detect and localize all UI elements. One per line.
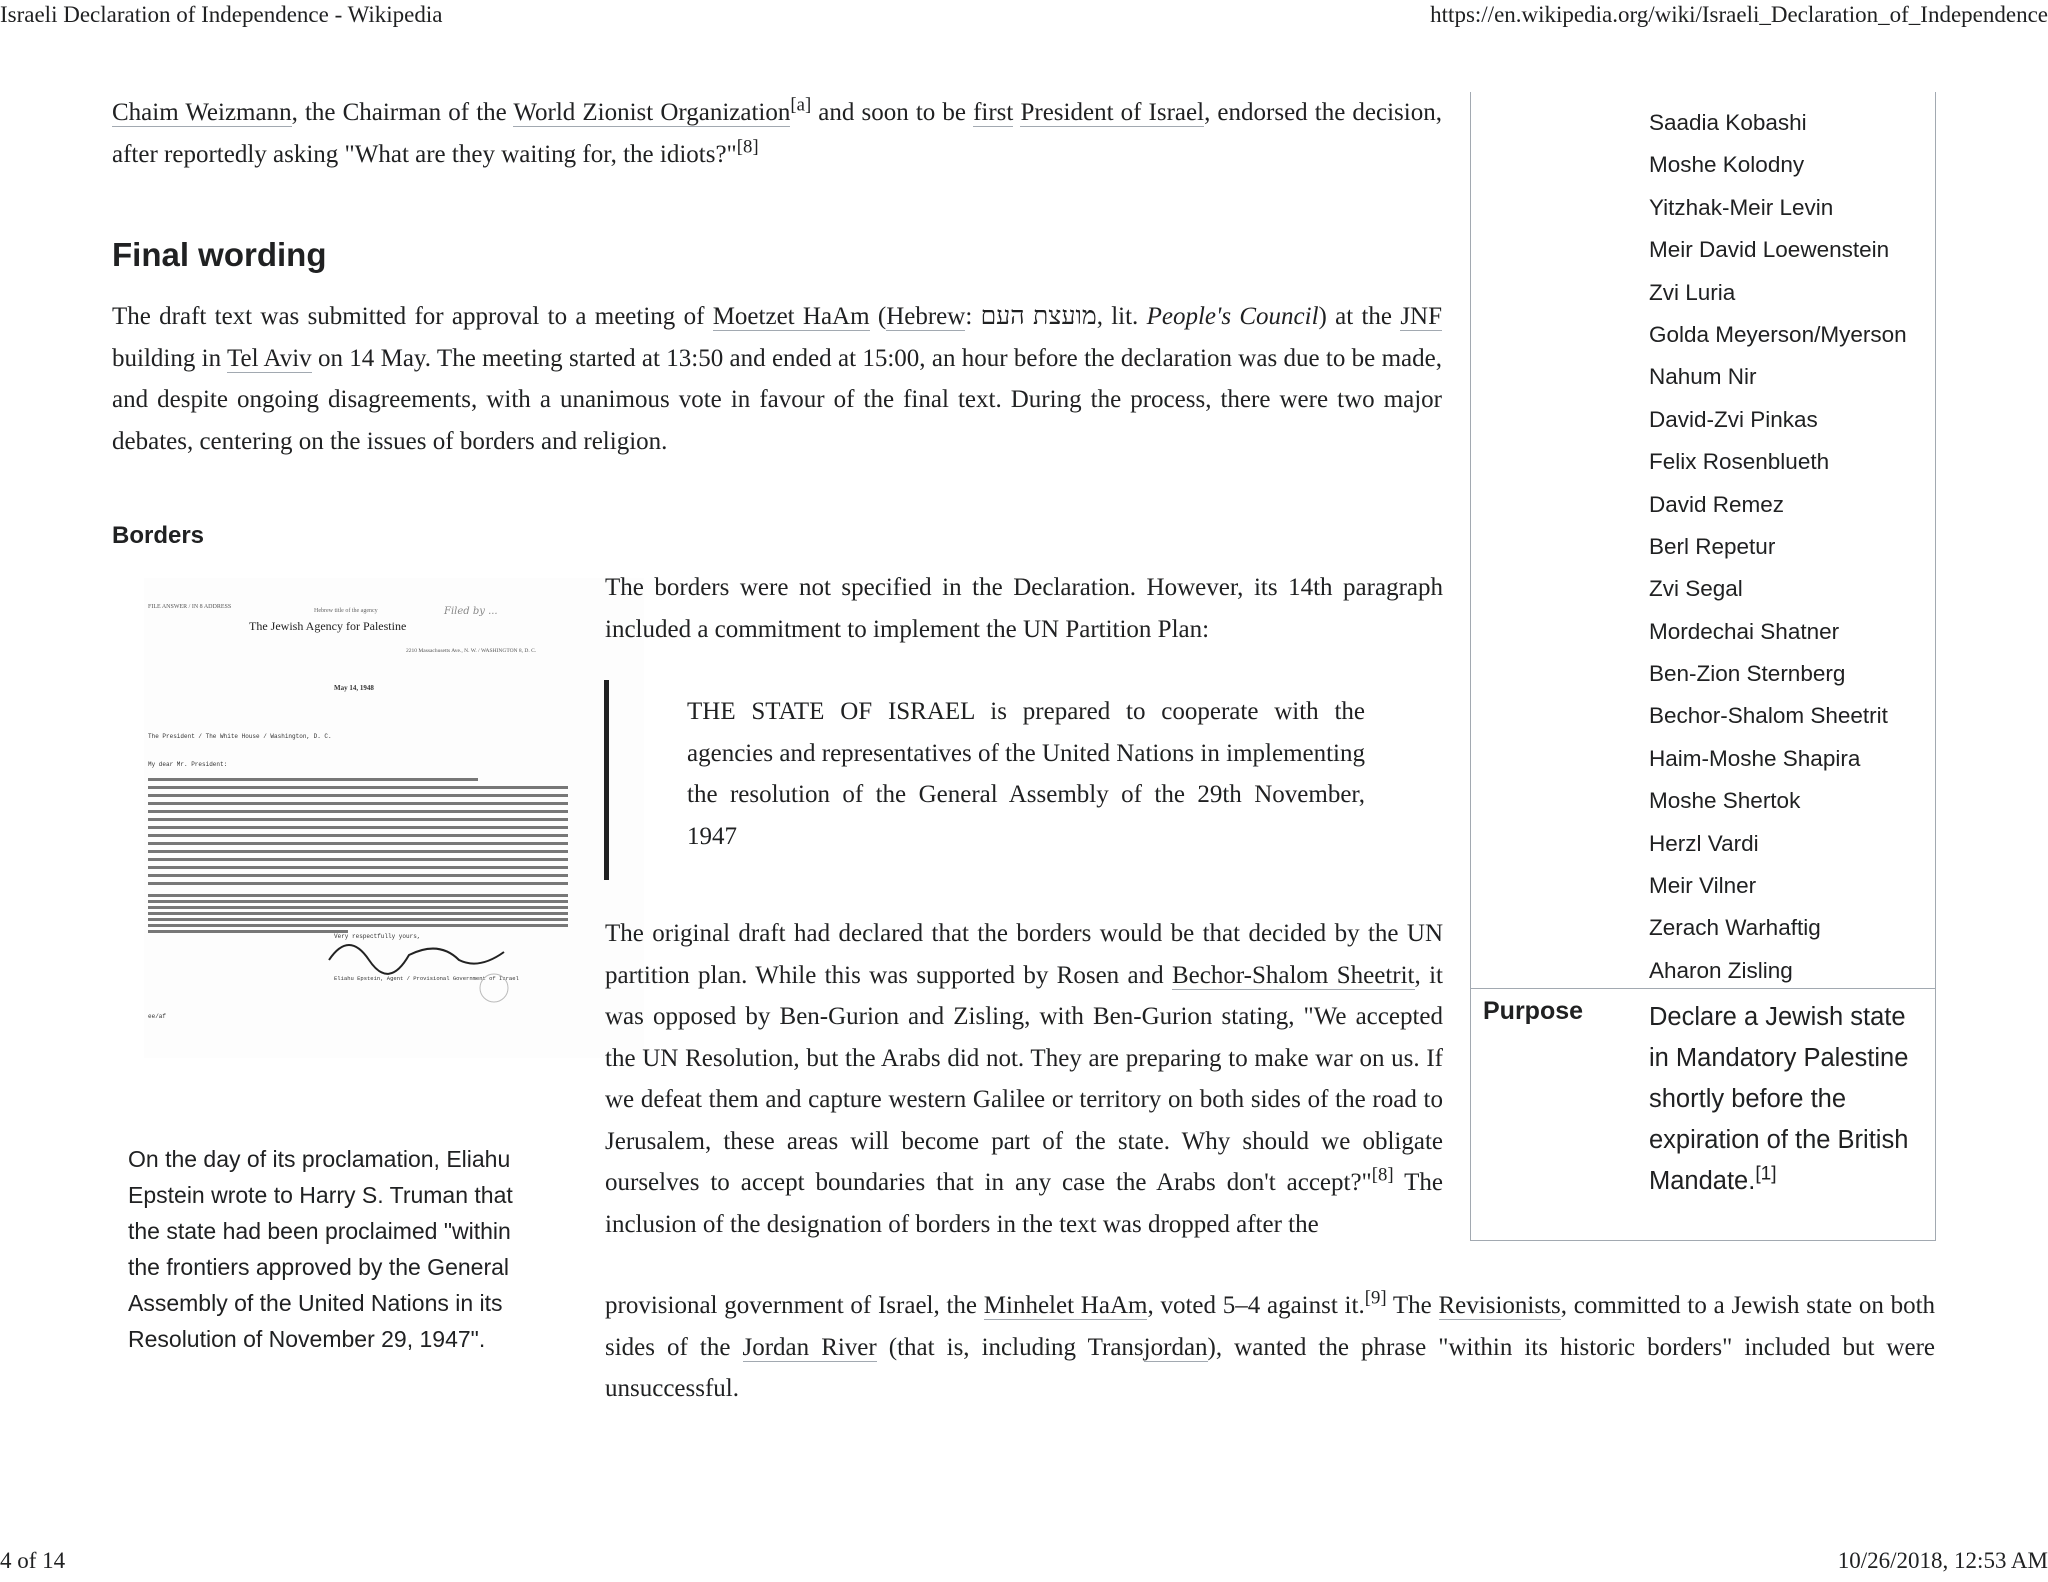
letter-signer: Eliahu Epstein, Agent / Provisional Government of Israel	[334, 975, 519, 982]
borders-paragraph-2: The original draft had declared that the borders would be that decided by the UN partition plan. While this was supported by Rosen and Bechor-Shalom Sheetrit, it was opposed by Ben-Gurion and Zisling, with Ben-Gurion stating, "We accepted the UN Resolution, but the Arabs did not. They are preparing to make war on us. If we defeat them and capture western Galilee or territory on both sides of the road to Jerusalem, these areas will become part of the state. Why should we obligate ourselves to accept boundaries that in any case the Arabs don't accept?"[8] The inclusion of the designation of borders in the text was dropped after the	[605, 920, 1443, 1238]
letter-scan	[144, 578, 644, 1058]
signatory-item: Saadia Kobashi	[1649, 110, 1807, 135]
letter-text-line	[148, 786, 568, 789]
page-title: Israeli Declaration of Independence - Wikipedia	[0, 2, 443, 27]
signatory-item: Zvi Segal	[1649, 576, 1743, 602]
link-tel-aviv[interactable]: Tel Aviv	[226, 344, 312, 372]
purpose-value: Declare a Jewish state in Mandatory Palestine shortly before the expiration of the British Mandate.[1]	[1649, 1003, 1909, 1195]
letter-file-note: FILE ANSWER / IN 8 ADDRESS	[148, 604, 232, 610]
final-wording-paragraph: The draft text was submitted for approval to a meeting of Moetzet HaAm (Hebrew: מועצת העם, lit. People's Council) at the JNF building in Tel Aviv on 14 May. The meeting started at 13:50 and ended at 15:00, an hour before the declaration was due to be made, and despite ongoing disagreements, with a unanimous vote in favour of the final text. During the process, there were two major debates, centering on the issues of borders and religion.	[112, 303, 1443, 455]
letter-text-line	[148, 858, 568, 861]
signatory-item: David-Zvi Pinkas	[1649, 406, 1818, 432]
letter-address: 2210 Massachusetts Ave., N. W. / WASHINGTON 8, D. C.	[406, 648, 537, 654]
signatory-item: Herzl Vardi	[1649, 830, 1759, 856]
footnote-ref-8b[interactable]: [8]	[1371, 1164, 1394, 1186]
blockquote: THE STATE OF ISRAEL is prepared to cooperate with the agencies and representatives of the United Nations in implementing the resolution of the General Assembly of the 29th November, 1947	[687, 698, 1365, 850]
signatory-item: Berl Repetur	[1649, 533, 1776, 559]
letter-text-line	[148, 794, 568, 797]
letter-text-line	[148, 930, 348, 933]
footnote-ref-8[interactable]: [8]	[736, 136, 759, 158]
letter-recipient: The President / The White House / Washington, D. C.	[148, 733, 332, 740]
letter-text-line	[148, 874, 568, 877]
blockquote-bar	[604, 680, 609, 880]
letter-text-line	[148, 918, 568, 921]
signatory-item: Zerach Warhaftig	[1649, 915, 1821, 941]
signatory-item: Aharon Zisling	[1649, 957, 1793, 983]
figure-caption: On the day of its proclamation, Eliahu Epstein wrote to Harry S. Truman that the state had been proclaimed "within the frontiers approved by the General Assembly of the United Nations in its Resolution of November 29, 1947".	[128, 1146, 513, 1352]
link-minhelet-haam[interactable]: Minhelet HaAm	[983, 1292, 1148, 1319]
signatory-item: Bechor-Shalom Sheetrit	[1649, 703, 1888, 729]
letter-image[interactable]	[144, 578, 644, 1058]
link-transjordan[interactable]: jordan	[1143, 1333, 1208, 1361]
link-jordan-river[interactable]: Jordan River	[742, 1333, 877, 1361]
page-url: https://en.wikipedia.org/wiki/Israeli_Declaration_of_Independence	[1430, 2, 2048, 27]
letter-text-line	[148, 912, 568, 915]
link-president-of-israel[interactable]: President of Israel	[1020, 99, 1205, 126]
signatory-item: Meir David Loewenstein	[1649, 237, 1890, 263]
letter-text-line	[148, 818, 568, 821]
letter-text-line	[148, 900, 568, 903]
signatory-item: Felix Rosenblueth	[1649, 449, 1830, 475]
footnote-ref-a[interactable]: [a]	[790, 94, 812, 116]
link-jnf[interactable]: JNF	[1400, 303, 1443, 330]
letter-text-line	[148, 894, 568, 897]
letter-initials: ee/af	[148, 1013, 167, 1020]
infobox	[1470, 92, 1936, 1241]
signatories-list	[1649, 102, 1907, 992]
signatory-item: Yitzhak-Meir Levin	[1649, 194, 1834, 220]
section-heading-borders: Borders	[112, 522, 205, 549]
print-datetime: 10/26/2018, 12:53 AM	[1837, 1548, 2048, 1573]
letter-text-line	[148, 826, 568, 829]
link-hebrew[interactable]: Hebrew	[886, 303, 966, 330]
signatory-item: Nahum Nir	[1649, 364, 1757, 390]
page-number: 4 of 14	[0, 1548, 66, 1573]
signatory-item: Moshe Kolodny	[1649, 152, 1805, 178]
purpose-label: Purpose	[1483, 997, 1584, 1025]
section-heading-final-wording: Final wording	[112, 236, 327, 273]
signatory-item: Meir Vilner	[1649, 873, 1757, 899]
letter-text-line	[148, 850, 568, 853]
letter-agency-heading: The Jewish Agency for Palestine	[249, 619, 407, 633]
link-bechor-shalom-sheetrit[interactable]: Bechor-Shalom Sheetrit	[1171, 961, 1415, 989]
footnote-ref-9[interactable]: [9]	[1364, 1287, 1387, 1309]
letter-hebrew-heading: Hebrew title of the agency	[314, 608, 378, 614]
signatory-item: David Remez	[1649, 491, 1785, 517]
signatory-item: Moshe Shertok	[1649, 788, 1801, 814]
letter-handwritten-note: Filed by ...	[444, 606, 498, 617]
letter-text-line	[148, 778, 478, 781]
link-first[interactable]: first	[973, 99, 1014, 126]
letter-salutation: My dear Mr. President:	[148, 761, 228, 768]
letter-text-line	[148, 866, 568, 869]
signatory-item: Golda Meyerson/Myerson	[1649, 321, 1907, 347]
borders-paragraph-3: provisional government of Israel, the Minhelet HaAm, voted 5–4 against it.[9] The Revisionists, committed to a Jewish state on both sides of the Jordan River (that is, including Transjordan), wanted the phrase "within its historic borders" included but were unsuccessful.	[605, 1287, 1936, 1402]
letter-text-line	[148, 882, 568, 885]
letter-text-line	[148, 906, 568, 909]
letter-text-line	[148, 802, 568, 805]
intro-paragraph: Chaim Weizmann, the Chairman of the World Zionist Organization[a] and soon to be first President of Israel, endorsed the decision, after reportedly asking "What are they waiting for, the idiots?"[8]	[112, 94, 1442, 168]
signatory-item: Ben-Zion Sternberg	[1649, 661, 1846, 687]
link-moetzet-haam[interactable]: Moetzet HaAm	[712, 303, 870, 330]
letter-closing: Very respectfully yours,	[334, 933, 421, 940]
letter-text-line	[148, 834, 568, 837]
signatory-item: Haim-Moshe Shapira	[1649, 745, 1861, 771]
letter-text-line	[148, 842, 568, 845]
letter-figure	[112, 578, 552, 1418]
hebrew-text: מועצת העם	[980, 303, 1097, 330]
footnote-ref-1[interactable]: [1]	[1755, 1163, 1777, 1185]
letter-date: May 14, 1948	[334, 684, 374, 692]
letter-text-line	[148, 810, 568, 813]
signatory-item: Zvi Luria	[1649, 279, 1736, 305]
letter-text-line	[148, 924, 568, 927]
link-chaim-weizmann[interactable]: Chaim Weizmann	[112, 99, 292, 126]
link-world-zionist-organization[interactable]: World Zionist Organization	[513, 99, 791, 126]
borders-paragraph-1: The borders were not specified in the Declaration. However, its 14th paragraph included a commitment to implement the UN Partition Plan:	[605, 574, 1443, 643]
svg-text:FILE ANSWER / IN 8 ADDRESS	[148, 604, 231, 610]
infobox-purpose-row	[1471, 988, 1935, 1241]
signatory-item: Mordechai Shatner	[1649, 618, 1840, 644]
link-revisionists[interactable]: Revisionists	[1438, 1292, 1561, 1319]
